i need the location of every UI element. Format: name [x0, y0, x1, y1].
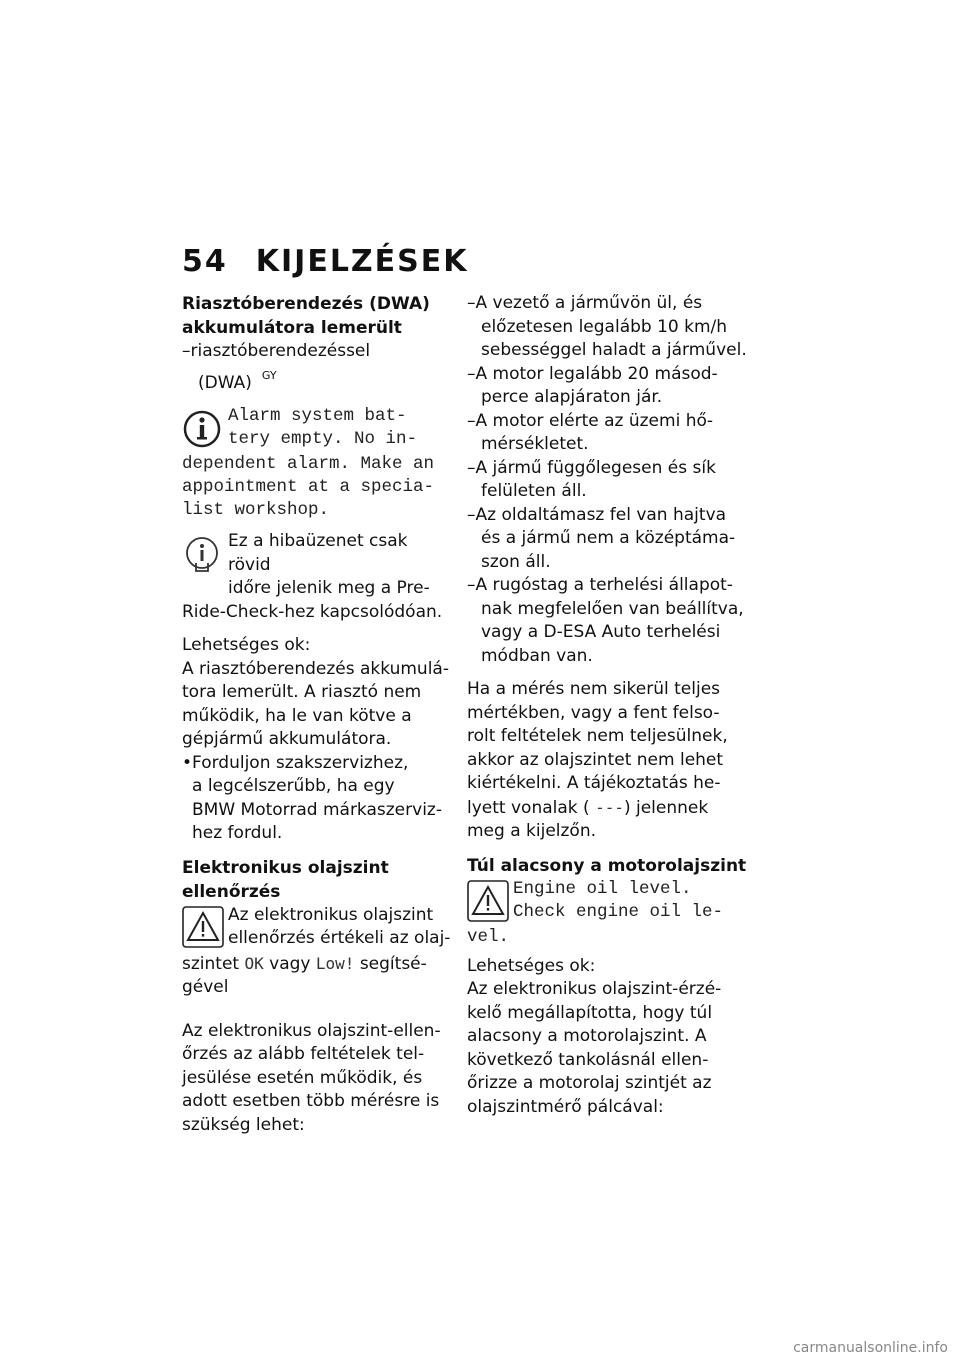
info-icon: [182, 407, 224, 453]
left-column: [182, 292, 452, 1137]
section-title-oil-check: Elektronikus olajszint ellenőrzés: [182, 857, 389, 902]
section-title-dwa: Riasztóberendezés (DWA) akkumulátora lemerült: [182, 294, 430, 338]
cause-label: Lehetséges ok:: [182, 635, 311, 655]
alarm-message: Alarm system bat- tery empty. No in- dependent alarm. Make an appointment at a specia- list workshop.: [182, 406, 435, 520]
low-oil-message-block: [467, 878, 747, 949]
right-column: [467, 292, 747, 1119]
oil-check-warning-block: Az elektronikus olajszint ellenőrzés értékeli az olaj- szintet OK vagy Low! segítsé- gével: [182, 904, 451, 997]
ok-code: OK: [244, 953, 264, 973]
country-code: GY: [261, 368, 277, 382]
condition-list: [467, 292, 747, 668]
low-oil-message: Engine oil level. Check engine oil le- vel.: [467, 878, 724, 947]
warning-icon: [467, 880, 509, 926]
warning-icon: [182, 906, 224, 952]
dashes-code: ---: [595, 797, 624, 817]
chapter-title: KIJELZÉSEK: [255, 244, 469, 279]
condition-line: –riasztóberendezéssel: [182, 341, 371, 361]
alarm-message-block: [182, 405, 452, 522]
condition-line: (DWA) $^{GY}$: [198, 368, 277, 393]
condition-item: –A rugóstag a terhelési állapot- nak megfelelően van beállítva, vagy a D-ESA Auto terhelési módban van.: [467, 575, 744, 666]
low-code: Low!: [315, 953, 355, 973]
action-bullet: •Forduljon szakszervizhez, a legcélszerűbb, ha egy BMW Motorrad márkaszerviz- hez fordul.: [182, 752, 442, 843]
page-header: [182, 244, 469, 279]
condition-item: –A jármű függőlegesen és sík felületen áll.: [467, 457, 716, 501]
condition-item: –A motor elérte az üzemi hő- mérsékletet.: [467, 410, 714, 454]
watermark: carmanualsonline.info: [793, 1340, 948, 1356]
oil-check-paragraph: Az elektronikus olajszint-ellen- őrzés az alább feltételek tel- jesülése esetén működik, és adott esetben több mérésre is szükség lehet:: [182, 1020, 441, 1135]
cause-label: Lehetséges ok:: [467, 955, 596, 976]
condition-item: –A vezető a járművön ül, és előzetesen legalább 10 km/h sebességgel haladt a járművel.: [467, 293, 747, 360]
measurement-paragraph: Ha a mérés nem sikerül teljes mértékben, vagy a fent felso- rolt feltételek nem teljesülnek, akkor az olajszintet nem lehet kiértékelni. A tájékoztatás he- lyett vonalak ( ---) jelennek meg a kijelzőn.: [467, 679, 728, 841]
cause-text: Az elektronikus olajszint-érzé- kelő megállapította, hogy túl alacsony a motorolajszint. A következő tankolásnál ellen- őrizze a motorolaj szintjét az olajszintmérő pálcával:: [467, 979, 722, 1117]
cause-text: A riasztóberendezés akkumulá- tora lemerült. A riasztó nem működik, ha le van kötve a gépjármű akkumulátora.: [182, 658, 449, 749]
info-hint-icon: [182, 532, 224, 578]
condition-item: –Az oldaltámasz fel van hajtva és a jármű nem a középtáma- szon áll.: [467, 504, 736, 572]
page-number: 54: [182, 244, 228, 279]
condition-item: –A motor legalább 20 másod- perce alapjáraton jár.: [467, 363, 718, 407]
info-note-block: Ez a hibaüzenet csak rövid időre jelenik meg a Pre- Ride-Check-hez kapcsolódóan.: [182, 531, 443, 622]
section-title-low-oil: Túl alacsony a motorolajszint: [467, 855, 747, 876]
